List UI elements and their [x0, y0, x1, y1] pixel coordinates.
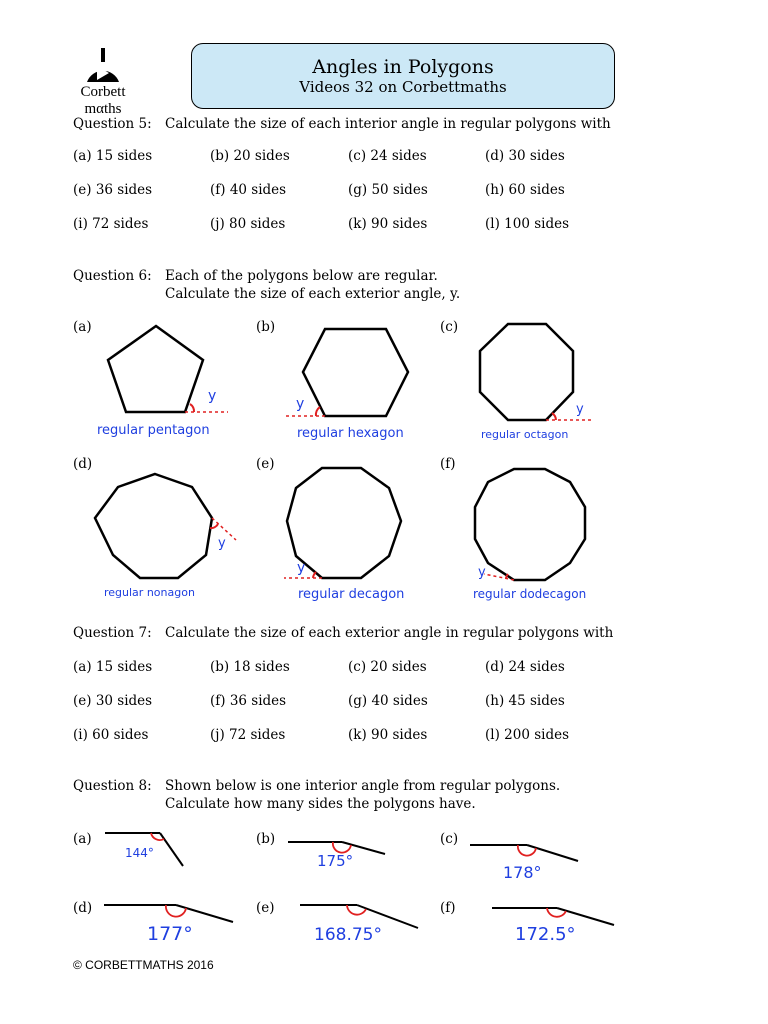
logo-line2: mαths: [84, 101, 122, 117]
page-title: Angles in Polygons: [312, 56, 494, 78]
question-7-text: Calculate the size of each exterior angle in regular polygons with: [165, 625, 614, 641]
question-5-item: (a) 15 sides: [73, 148, 153, 164]
page-subtitle: Videos 32 on Corbettmaths: [299, 78, 507, 96]
play-logo-icon: [68, 44, 138, 84]
angle-b-value: 175°: [317, 852, 354, 870]
question-7-label: Question 7:: [73, 625, 152, 641]
figure-f-caption: regular dodecagon: [473, 587, 587, 601]
angle-e-letter: (e): [256, 900, 275, 916]
question-7-item: (a) 15 sides: [73, 659, 153, 675]
question-5-item: (k) 90 sides: [348, 216, 428, 232]
figure-a-pentagon: [73, 319, 228, 438]
question-5-item: (b) 20 sides: [210, 148, 290, 164]
question-7-item: (e) 30 sides: [73, 693, 153, 709]
figure-e-angle-label: y: [297, 560, 306, 576]
question-5-label: Question 5:: [73, 116, 152, 132]
corbettmaths-logo: [68, 44, 138, 117]
question-7-item: (i) 60 sides: [73, 727, 149, 743]
question-5-item: (e) 36 sides: [73, 182, 153, 198]
question-8-text-1: Shown below is one interior angle from regular polygons.: [165, 778, 561, 794]
angle-d-letter: (d): [73, 900, 93, 916]
figure-f-angle-label: y: [478, 565, 486, 580]
figure-d-nonagon: [73, 456, 236, 599]
angle-b-letter: (b): [256, 831, 276, 847]
figure-c-angle-label: y: [576, 402, 584, 417]
figure-d-angle-label: y: [218, 536, 226, 551]
logo-line1: Corbett: [80, 84, 126, 100]
question-5-item: (i) 72 sides: [73, 216, 149, 232]
question-5-item: (c) 24 sides: [348, 148, 427, 164]
question-6-text-2: Calculate the size of each exterior angle, y.: [165, 286, 461, 302]
figure-e-decagon: [256, 456, 404, 602]
question-5-item: (f) 40 sides: [210, 182, 287, 198]
angle-figure-a: [73, 831, 183, 866]
question-7-item: (l) 200 sides: [485, 727, 570, 743]
question-6-label: Question 6:: [73, 268, 152, 284]
angle-figure-d: [73, 900, 233, 945]
figure-c-letter: (c): [440, 319, 459, 335]
angle-c-letter: (c): [440, 831, 459, 847]
figure-c-octagon: [440, 319, 592, 441]
angle-figure-b: [256, 831, 385, 870]
figure-b-letter: (b): [256, 319, 276, 335]
figure-b-angle-label: y: [296, 396, 305, 412]
question-7-item: (h) 45 sides: [485, 693, 565, 709]
question-7-item: (j) 72 sides: [210, 727, 286, 743]
title-box: [191, 43, 615, 109]
question-6-text-1: Each of the polygons below are regular.: [165, 268, 438, 284]
question-7-item: (b) 18 sides: [210, 659, 290, 675]
figure-b-hexagon: [256, 319, 408, 441]
question-7-item: (g) 40 sides: [348, 693, 428, 709]
question-5-text: Calculate the size of each interior angle in regular polygons with: [165, 116, 611, 132]
question-8-figures: [0, 820, 768, 950]
angle-f-letter: (f): [440, 900, 456, 916]
figure-a-angle-label: y: [208, 388, 217, 404]
figure-f-letter: (f): [440, 456, 456, 472]
question-7-item: (k) 90 sides: [348, 727, 428, 743]
figure-d-caption: regular nonagon: [104, 586, 195, 599]
question-6-figures: [0, 310, 768, 610]
angle-e-value: 168.75°: [314, 925, 382, 945]
figure-b-caption: regular hexagon: [297, 426, 404, 441]
angle-a-value: 144°: [125, 846, 154, 860]
angle-figure-c: [440, 831, 578, 882]
angle-c-value: 178°: [503, 863, 542, 882]
angle-a-letter: (a): [73, 831, 92, 847]
question-5-item: (l) 100 sides: [485, 216, 570, 232]
question-7-item: (d) 24 sides: [485, 659, 565, 675]
question-5-item: (g) 50 sides: [348, 182, 428, 198]
figure-f-dodecagon: [440, 456, 586, 601]
figure-c-caption: regular octagon: [481, 428, 569, 441]
question-5-item: (h) 60 sides: [485, 182, 565, 198]
figure-e-letter: (e): [256, 456, 275, 472]
figure-a-caption: regular pentagon: [97, 423, 210, 438]
angle-f-value: 172.5°: [515, 924, 576, 945]
question-8-label: Question 8:: [73, 778, 152, 794]
figure-e-caption: regular decagon: [298, 587, 405, 602]
question-5-item: (d) 30 sides: [485, 148, 565, 164]
angle-figure-f: [440, 900, 614, 945]
figure-a-letter: (a): [73, 319, 92, 335]
figure-d-letter: (d): [73, 456, 93, 472]
copyright-footer: © CORBETTMATHS 2016: [73, 958, 214, 972]
angle-d-value: 177°: [147, 923, 193, 945]
angle-figure-e: [256, 900, 418, 945]
question-7-item: (f) 36 sides: [210, 693, 287, 709]
question-5-item: (j) 80 sides: [210, 216, 286, 232]
question-8-text-2: Calculate how many sides the polygons have.: [165, 796, 476, 812]
question-7-item: (c) 20 sides: [348, 659, 427, 675]
